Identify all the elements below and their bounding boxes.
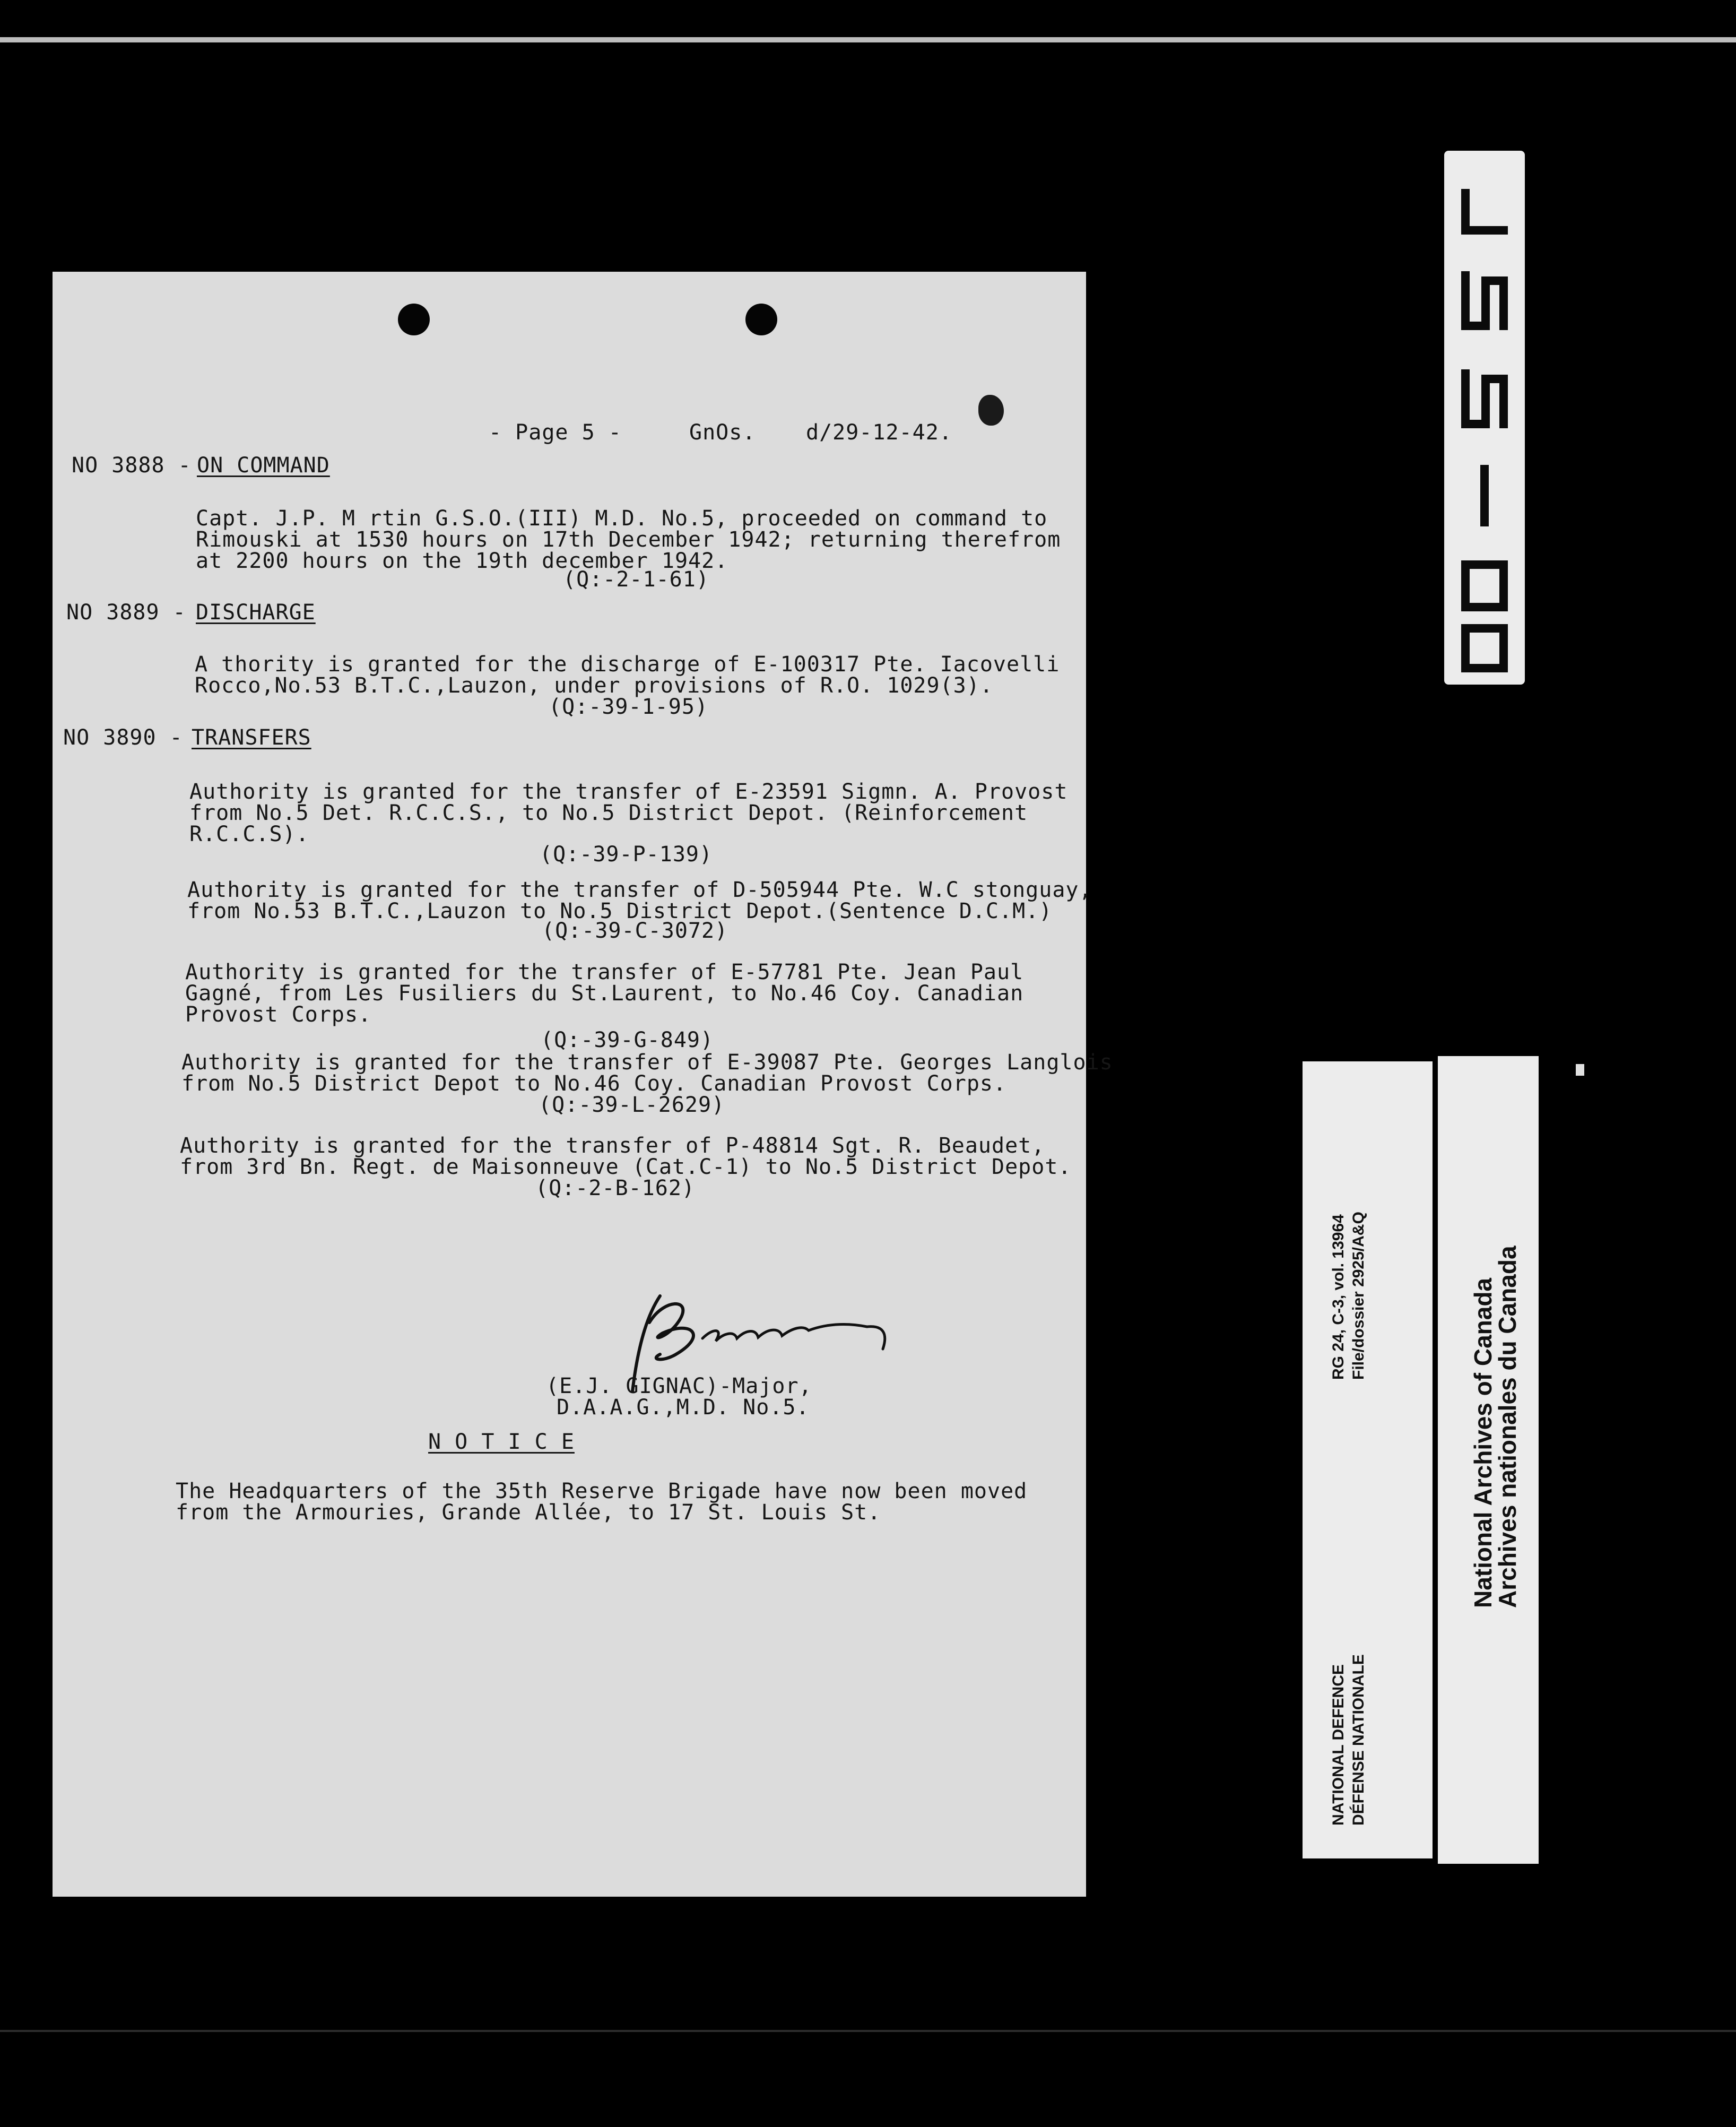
archive-number-stamp <box>1444 151 1525 685</box>
section-number: NO 3890 - <box>63 725 183 750</box>
reference-line-2: File/dossier 2925/A&Q <box>1350 1212 1367 1380</box>
body-line: Authority is granted for the transfer of D-505944 Pte. W.C stonguay, <box>187 878 1092 902</box>
archives-name-fr: Archives nationales du Canada <box>1494 1246 1521 1608</box>
punch-hole-left <box>398 304 430 335</box>
archives-name-en: National Archives of Canada <box>1469 1277 1497 1608</box>
reference-code: (Q:-2-1-61) <box>563 567 709 592</box>
scanner-bottom-edge <box>0 2030 1736 2032</box>
body-line: Authority is granted for the transfer of E-57781 Pte. Jean Paul <box>185 960 1024 984</box>
reference-code: (Q:-39-P-139) <box>540 842 713 867</box>
section-title: TRANSFERS <box>192 725 311 750</box>
section-number: NO 3889 - <box>66 600 186 625</box>
reference-code: (Q:-2-B-162) <box>535 1176 695 1200</box>
notice-line: from the Armouries, Grande Allée, to 17 St. Louis St. <box>176 1500 881 1525</box>
section-title: DISCHARGE <box>196 600 316 625</box>
signatory-name: (E.J. GIGNAC)-Major, <box>546 1374 812 1398</box>
body-line: Capt. J.P. M rtin G.S.O.(III) M.D. No.5, proceeded on command to <box>196 506 1048 531</box>
body-line: Rocco,No.53 B.T.C.,Lauzon, under provisions of R.O. 1029(3). <box>195 673 993 698</box>
reference-code: (Q:-39-C-3072) <box>542 919 728 943</box>
section-title: ON COMMAND <box>197 453 330 478</box>
signatory-title: D.A.A.G.,M.D. No.5. <box>557 1395 810 1420</box>
ink-blot <box>978 395 1004 426</box>
reference-code: (Q:-39-1-95) <box>549 695 708 719</box>
reference-code: (Q:-39-L-2629) <box>539 1093 725 1117</box>
page-label: - Page 5 - <box>489 420 622 445</box>
body-line: from No.53 B.T.C.,Lauzon to No.5 District Depot.(Sentence D.C.M.) <box>187 899 1053 923</box>
body-line: from No.5 Det. R.C.C.S., to No.5 District Depot. (Reinforcement <box>189 801 1028 825</box>
body-line: Authority is granted for the transfer of P-48814 Sgt. R. Beaudet, <box>180 1134 1045 1158</box>
document-sheet <box>53 272 1113 1897</box>
body-line: Provost Corps. <box>185 1002 372 1027</box>
body-line: Rimouski at 1530 hours on 17th December 1942; returning therefrom <box>196 528 1061 552</box>
gnos-label: GnOs. <box>689 420 756 445</box>
scan-mark <box>1576 1064 1584 1076</box>
department-line-2: DÉFENSE NATIONALE <box>1350 1654 1367 1826</box>
notice-line: The Headquarters of the 35th Reserve Brigade have now been moved <box>176 1479 1028 1503</box>
body-line: Authority is granted for the transfer of E-39087 Pte. Georges Langlois <box>181 1050 1113 1075</box>
scanner-top-edge <box>0 37 1736 42</box>
reference-code: (Q:-39-G-849) <box>541 1028 714 1052</box>
order-date: d/29-12-42. <box>806 420 952 445</box>
body-line: from 3rd Bn. Regt. de Maisonneuve (Cat.C-1) to No.5 District Depot. <box>180 1155 1072 1179</box>
punch-hole-right <box>745 304 777 335</box>
notice-heading: N O T I C E <box>428 1430 575 1454</box>
body-line: Gagné, from Les Fusiliers du St.Laurent, to No.46 Coy. Canadian <box>185 981 1024 1006</box>
department-line-1: NATIONAL DEFENCE <box>1330 1664 1347 1826</box>
body-line: at 2200 hours on the 19th december 1942. <box>196 549 728 573</box>
body-line: A thority is granted for the discharge of E-100317 Pte. Iacovelli <box>195 652 1060 677</box>
body-line: R.C.C.S). <box>189 822 309 846</box>
section-number: NO 3888 - <box>72 453 192 478</box>
body-line: from No.5 District Depot to No.46 Coy. Canadian Provost Corps. <box>181 1071 1007 1096</box>
national-archives-card <box>1438 1056 1539 1864</box>
archive-number-graphic <box>1444 151 1525 685</box>
body-line: Authority is granted for the transfer of E-23591 Sigmn. A. Provost <box>189 780 1068 804</box>
reference-line-1: RG 24, C-3, vol. 13964 <box>1330 1214 1347 1380</box>
archive-reference-card <box>1303 1061 1433 1858</box>
